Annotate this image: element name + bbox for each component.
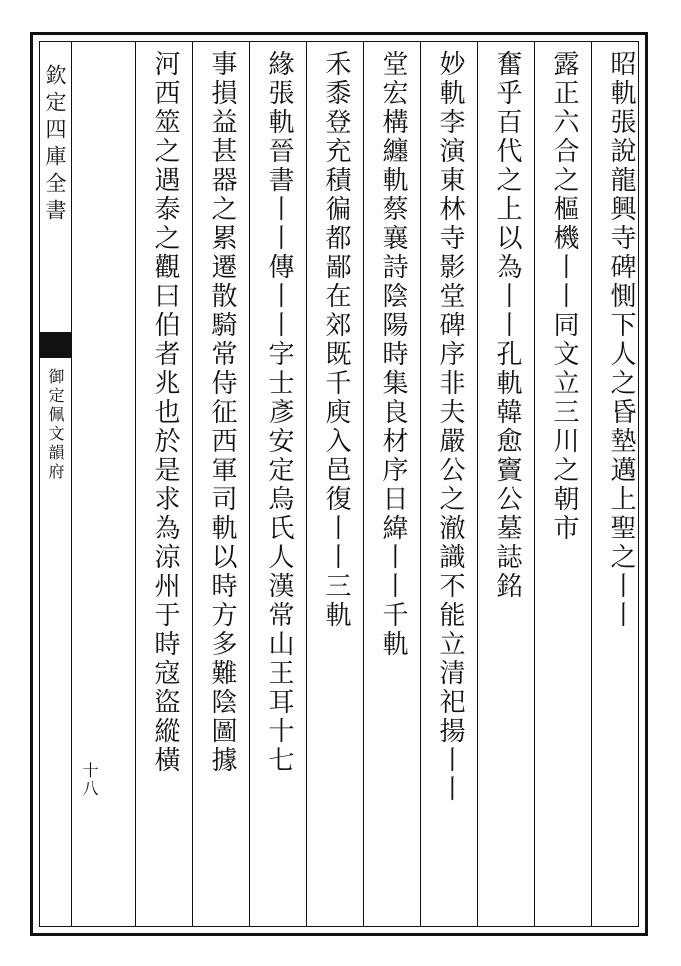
fishtail-mark <box>40 332 71 358</box>
column-divider <box>306 42 307 926</box>
text-column-7: 緣張軌晉書丨丨傳丨丨字士彥安定烏氏人漢常山王耳十七 <box>264 50 294 775</box>
spine-margin <box>40 42 72 926</box>
text-column-1: 昭軌張說龍興寺碑惻下人之昏墊邁上聖之丨丨 <box>606 50 636 630</box>
column-divider <box>420 42 421 926</box>
text-column-9: 河西筮之遇泰之觀曰伯者兆也於是求為涼州于時寇盜縱橫 <box>150 50 180 775</box>
column-divider <box>135 42 136 926</box>
column-divider <box>192 42 193 926</box>
spine-title: 欽定四庫全書 <box>43 64 67 226</box>
column-divider <box>591 42 592 926</box>
text-column-2: 露正六合之樞機丨丨同文立三川之朝市 <box>549 50 579 543</box>
text-column-5: 堂宏構纏軌蔡襄詩陰陽時集良材序日緯丨丨千軌 <box>378 50 408 659</box>
column-divider <box>249 42 250 926</box>
text-column-8: 事損益甚器之累遷散騎常侍征西軍司軌以時方多難陰圖據 <box>207 50 237 775</box>
spine-subtitle: 御定佩文韻府 <box>46 368 65 482</box>
text-column-6: 禾黍登充積徧都鄙在郊既千庾入邑復丨丨三軌 <box>321 50 351 630</box>
text-column-3: 奮乎百代之上以為丨丨孔軌韓愈竇公墓誌銘 <box>492 50 522 601</box>
column-divider <box>477 42 478 926</box>
text-column-4: 妙軌李演東林寺影堂碑序非夫嚴公之澈識不能立清祀揚丨丨 <box>435 50 465 804</box>
column-divider <box>363 42 364 926</box>
text-block <box>39 41 639 927</box>
page-frame <box>30 32 648 936</box>
column-divider <box>534 42 535 926</box>
page-number: 十八 <box>80 762 99 798</box>
